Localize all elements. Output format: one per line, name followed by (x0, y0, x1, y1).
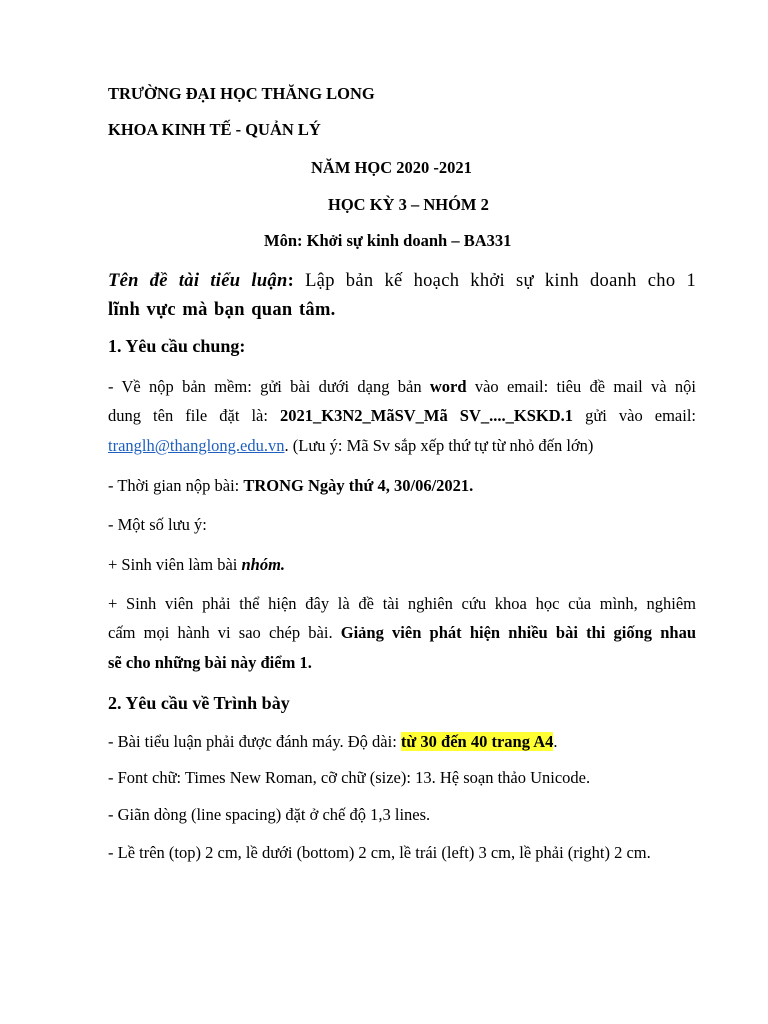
topic-block (108, 267, 696, 325)
length-prefix: - Bài tiểu luận phải được đánh máy. Độ dài: (108, 732, 401, 751)
submit-note: . (Lưu ý: Mã Sv sắp xếp thứ tự từ nhỏ đến lớn) (284, 436, 594, 455)
submit-text-2c: gửi vào email: (573, 406, 696, 425)
note-2-line-1: + Sinh viên phải thể hiện đây là đề tài nghiên cứu khoa học của mình, nghiêm (108, 594, 696, 613)
spacing-requirement: - Giãn dòng (line spacing) đặt ở chế độ 1,3 lines. (108, 805, 431, 824)
section-2-heading: 2. Yêu cầu về Trình bày (108, 693, 290, 713)
submit-line-2 (108, 406, 696, 426)
note-2-warning: Giảng viên phát hiện nhiều bài thi giống nhau (340, 623, 697, 642)
university-name: TRƯỜNG ĐẠI HỌC THĂNG LONG (108, 84, 375, 103)
submit-word: word (429, 377, 467, 396)
font-requirement: - Font chữ: Times New Roman, cỡ chữ (size): 13. Hệ soạn thảo Unicode. (108, 768, 591, 787)
email-link[interactable]: tranglh@thanglong.edu.vn (108, 436, 285, 455)
subject-line: Môn: Khởi sự kinh doanh – BA331 (264, 231, 512, 250)
topic-label: Tên đề tài tiểu luận (108, 271, 288, 291)
section-1-heading: 1. Yêu cầu chung: (108, 336, 246, 356)
deadline-line (108, 476, 473, 496)
length-suffix: . (553, 732, 558, 751)
note-2-line-2 (108, 623, 696, 643)
topic-line-1 (108, 267, 696, 296)
note-2-text-2a: cấm mọi hành vi sao chép bài. (108, 623, 341, 642)
note-2-line-3: sẽ cho những bài này điểm 1. (108, 653, 312, 672)
note-1-emph: nhóm. (241, 555, 286, 574)
submit-text-2a: dung tên file đặt là: (108, 406, 281, 425)
topic-text-1: Lập bản kế hoạch khởi sự kinh doanh cho 1 (294, 271, 696, 291)
length-highlight: từ 30 đến 40 trang A4 (400, 732, 554, 751)
submit-line-3 (108, 436, 593, 456)
faculty-name: KHOA KINH TẾ - QUẢN LÝ (108, 120, 321, 139)
submit-text-1c: vào email: tiêu đề mail và nội (466, 377, 696, 396)
submit-text-1a: - Về nộp bản mềm: gửi bài dưới dạng bản (108, 377, 430, 396)
length-line (108, 732, 557, 752)
file-name-pattern: 2021_K3N2_MãSV_Mã SV_...._KSKD.1 (280, 406, 574, 425)
note-1 (108, 555, 285, 575)
submit-line-1 (108, 377, 696, 397)
margin-requirement: - Lề trên (top) 2 cm, lề dưới (bottom) 2 cm, lề trái (left) 3 cm, lề phải (right) 2 cm. (108, 843, 651, 862)
semester-group: HỌC KỲ 3 – NHÓM 2 (328, 195, 489, 214)
notes-label: - Một số lưu ý: (108, 515, 207, 534)
note-1-prefix: + Sinh viên làm bài (108, 555, 242, 574)
topic-text-2: lĩnh vực mà bạn quan tâm. (108, 300, 336, 320)
deadline-value: TRONG Ngày thứ 4, 30/06/2021. (243, 476, 474, 495)
topic-colon: : (287, 271, 295, 291)
school-year: NĂM HỌC 2020 -2021 (311, 158, 472, 177)
deadline-prefix: - Thời gian nộp bài: (108, 476, 244, 495)
